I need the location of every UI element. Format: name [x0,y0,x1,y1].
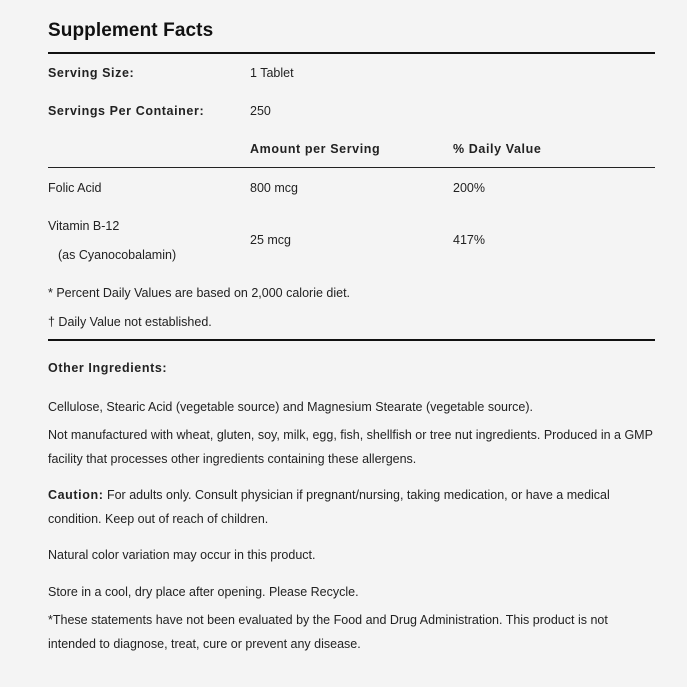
serving-size-value: 1 Tablet [250,66,294,80]
panel-title: Supplement Facts [48,20,214,41]
fda-disclaimer: *These statements have not been evaluated by the Food and Drug Administration. This product is not intended to diagnose, treat, cure or prevent any disease. [48,613,608,651]
daily-value-header: % Daily Value [453,142,542,156]
allergen-statement: Not manufactured with wheat, gluten, soy, milk, egg, fish, shellfish or tree nut ingredients. Produced in a GMP facility that processes other ingredients containing these allergens. [48,428,653,466]
table-header-divider [48,167,655,168]
footnote-dv-not-established: † Daily Value not established. [48,315,212,329]
nutrient-subname: (as Cyanocobalamin) [58,248,177,262]
footnote-percent-dv: * Percent Daily Values are based on 2,000 calorie diet. [48,286,351,300]
color-variation-note: Natural color variation may occur in this product. [48,548,316,562]
serving-size-label: Serving Size: [48,66,135,80]
caution-label: Caution: [48,488,104,502]
storage-note: Store in a cool, dry place after opening. Please Recycle. [48,585,359,599]
caution-statement [48,483,655,531]
footnotes-divider [48,339,655,341]
other-ingredients-label: Other Ingredients: [48,361,168,375]
table-row [48,219,655,267]
servings-per-container-label: Servings Per Container: [48,104,205,118]
nutrient-daily-value: 417% [453,233,485,247]
nutrient-amount: 25 mcg [250,233,291,247]
nutrient-amount: 800 mcg [250,181,298,195]
other-ingredients-text: Cellulose, Stearic Acid (vegetable source) and Magnesium Stearate (vegetable source). [48,400,533,414]
servings-per-container-value: 250 [250,104,271,118]
nutrient-name: Vitamin B-12 [48,219,120,233]
title-divider [48,52,655,54]
nutrient-name: Folic Acid [48,181,102,195]
caution-text: For adults only. Consult physician if pregnant/nursing, taking medication, or have a medical condition. Keep out of reach of children. [48,488,610,526]
nutrient-daily-value: 200% [453,181,485,195]
amount-per-serving-header: Amount per Serving [250,142,381,156]
